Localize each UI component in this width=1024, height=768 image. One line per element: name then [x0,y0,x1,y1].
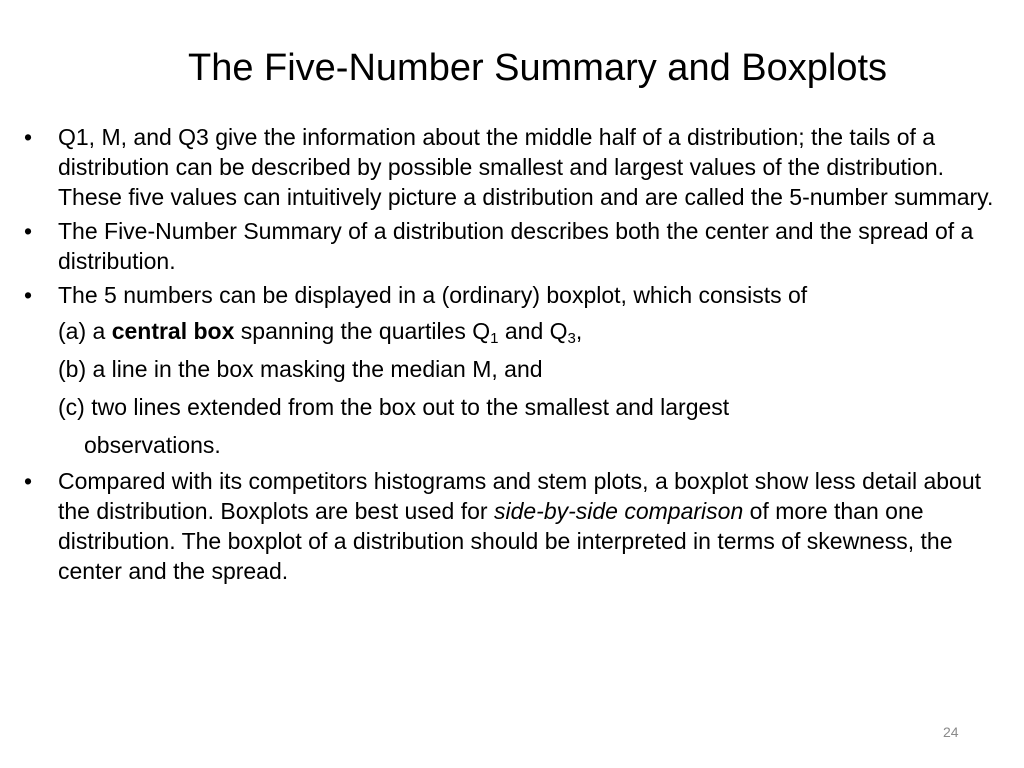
bullet-text: Compared with its competitors histograms and stem plots, a boxplot show less detail about the distribution. Boxplots are best used for side-by-side comparison of more than one distribution. The boxplot of a distribution should be interpreted in terms of skewness, the center and the spread. [58,468,981,584]
bullet-item-1 [24,122,1009,212]
emphasis-central-box: central box [111,318,235,344]
bullet-text: The Five-Number Summary of a distribution describes both the center and the spread of a distribution. [58,218,974,274]
bullet-text: The 5 numbers can be displayed in a (ordinary) boxplot, which consists of [58,282,808,308]
bullet-icon: • [24,218,33,244]
subscript-1: 1 [490,330,499,347]
sub-item-a: (a) a central box spanning the quartiles $Q_1$ and $Q_3$, [58,318,583,347]
sub-item-b: (b) a line in the box masking the median M, and [58,356,543,382]
slide-body [24,122,1009,590]
bullet-icon: • [24,468,33,494]
bullet-text: Q1, M, and Q3 give the information about the middle half of a distribution; the tails of a distribution can be described by possible smallest and largest values of the distribution. These five values can intuitively picture a distribution and are called the 5-number summary. [58,124,994,210]
page-number: 24 [943,724,959,740]
bullet-icon: • [24,282,33,308]
bullet-item-2 [24,216,1009,276]
subscript-3: 3 [567,330,576,347]
emphasis-side-by-side: side-by-side comparison [493,498,744,524]
bullet-item-3 [24,280,1009,310]
slide-title: The Five-Number Summary and Boxplots [187,47,888,89]
sub-item-c: (c) two lines extended from the box out to the smallest and largest [58,394,730,420]
bullet-icon: • [24,124,33,150]
sub-item-c-continuation: observations. [84,432,221,458]
bullet-item-4 [24,466,1009,586]
